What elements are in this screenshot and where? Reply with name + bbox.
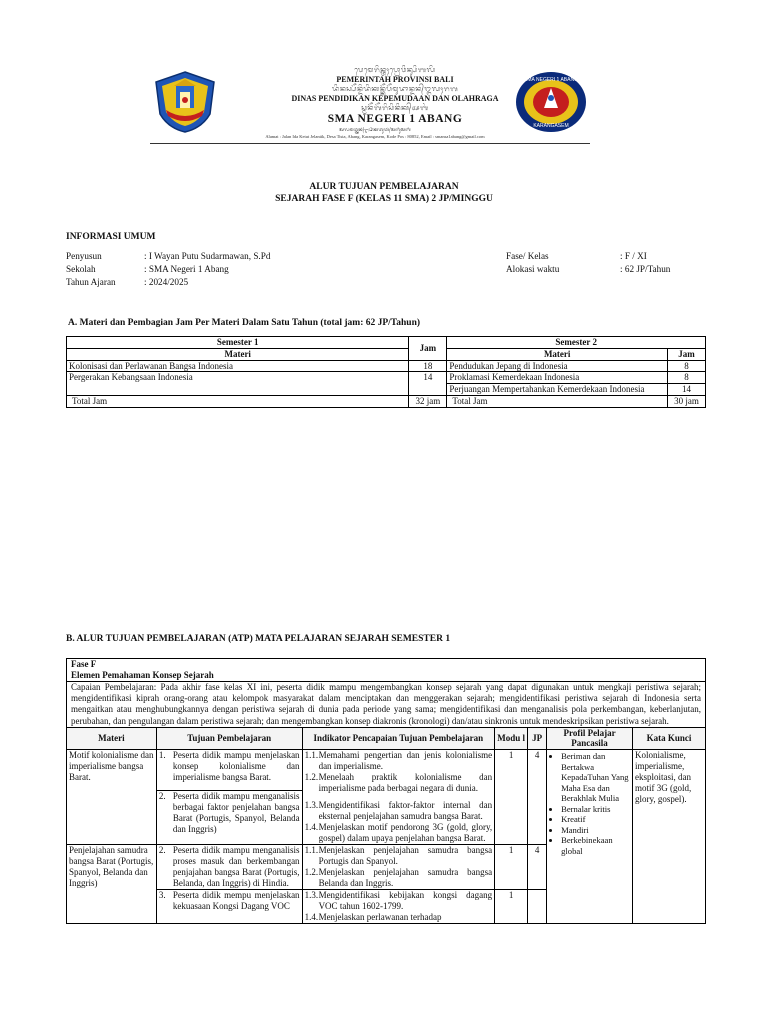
semester-2-header: Semester 2 <box>447 337 706 349</box>
indikator-text: Menjelaskan penjelajahan samudra bangsa Belanda dan Inggris. <box>318 867 493 888</box>
jam-cell <box>409 384 447 396</box>
materi-cell <box>67 384 409 396</box>
header-modul: Modu l <box>495 727 528 749</box>
bali-script-org: ᬤᬶᬦᬲ᭄ᬧᭂᬦ᭄ᬤᬶᬤᬶᬓᬦ᭄ᬓᭂᬧᭂᬫᬸᬤᬵᬦ᭄ᬤᬦ᭄ᬑᬮᬄᬭᬕ <box>331 85 459 93</box>
elemen-label: Elemen Pemahaman Konsep Sejarah <box>71 670 214 680</box>
tujuan-number: 1. <box>158 750 166 760</box>
materi-cell: Proklamasi Kemerdekaan Indonesia <box>447 372 668 384</box>
profil-item: • Berkebinekaan global <box>561 835 630 856</box>
info-label-alokasi: Alokasi waktu <box>506 264 560 274</box>
table-row-total <box>67 395 706 407</box>
total-value-1: 32 jam <box>409 395 447 407</box>
materi-cell: Pendudukan Jepang di Indonesia <box>447 360 668 372</box>
tujuan-number: 2. <box>158 845 166 855</box>
info-label-tahun: Tahun Ajaran <box>66 277 116 287</box>
indikator-number: 1.1. <box>304 750 319 760</box>
tujuan-text: Peserta didik mampu menganalisis proses masuk dan berkembangan penjajahan bangsa Barat (Portugis, Belanda, dan Inggris) di Hindia. <box>172 845 300 888</box>
info-value-penyusun: : I Wayan Putu Sudarmawan, S.Pd <box>144 251 271 261</box>
capaian-pembelajaran: Capaian Pembelajaran: Pada akhir fase kelas XI ini, peserta didik mampu mengembangkan konsep sejarah yang dapat digunakan untuk mengkaji peristiwa sejarah; mengidentifikasi kiprah orang-orang atau kelompok masyarakat dalam menciptakan dan menggerakan sejarah; mengidentifikasi peristiwa sejarah di Indonesia serta mengaitkan atau menghubungkannya dengan peristiwa sejarah di dunia pada periode yang sama; mengidentifikasi dan menganalisis pola perkembangan, keberlanjutan, perubahan, dan pengulangan dalam peristiwa sejarah; dan mengembangkan konsep diakronis (kronologi) dan/atau sinkronis untuk mendeskripsikan peristiwa sejarah. <box>67 682 706 728</box>
school-logo-icon <box>514 70 588 134</box>
bali-script-header: ᬧᬾᬫᬾᬭᬶᬦ᭄ᬢᬄᬧ᭄ᬭᭀᬯᬶᬦ᭄ᬲᬶᬩᬮᬶ <box>354 66 436 74</box>
jam-cell: 18 <box>409 360 447 372</box>
indikator-text: Menelaah praktik kolonialisme dan imperialisme pada berbagai negara di dunia. <box>318 772 493 793</box>
indikator-number: 1.1. <box>304 845 319 855</box>
info-value-alokasi: : 62 JP/Tahun <box>620 264 671 274</box>
header-jp: JP <box>528 727 547 749</box>
jp-cell: 4 <box>528 845 547 890</box>
atp-table <box>66 658 706 924</box>
header-profil: Profil Pelajar Pancasila <box>547 727 633 749</box>
letterhead-divider <box>150 143 590 144</box>
semester-allocation-table <box>66 336 706 408</box>
materi-cell: Penjelajahan samudra bangsa Barat (Portugis, Spanyol, Belanda dan Inggris) <box>67 845 157 924</box>
indikator-number: 1.4. <box>304 822 319 832</box>
table-row <box>67 750 706 791</box>
jam-cell: 14 <box>409 372 447 384</box>
info-value-sekolah: : SMA Negeri 1 Abang <box>144 264 229 274</box>
info-label-penyusun: Penyusun <box>66 251 102 261</box>
indikator-text: Mengidentifikasi kebijakan kongsi dagang VOC tahun 1602-1799. <box>318 890 493 911</box>
header-materi: Materi <box>67 727 157 749</box>
total-value-2: 30 jam <box>668 395 706 407</box>
materi-cell: Perjuangan Mempertahankan Kemerdekaan Indonesia <box>447 384 668 396</box>
indikator-number: 1.2. <box>304 772 319 782</box>
tujuan-text: Peserta didik mampu menjelaskan konsep kolonialisme dan imperialisme bangsa Barat. <box>172 750 300 782</box>
tujuan-cell <box>156 890 302 924</box>
tujuan-text: Peserta didik mempu menjelaskan kekuasaan Kongsi Dagang VOC <box>172 890 300 911</box>
indikator-text: Menjelaskan perlawanan terhadap <box>318 912 442 922</box>
indikator-text: Mengidentifikasi faktor-faktor internal dan eksternal penjelajahan samudra bangsa Barat. <box>318 800 493 821</box>
org-name-1: PEMERINTAH PROVINSI BALI <box>336 75 454 84</box>
tujuan-cell <box>156 750 302 791</box>
indikator-text: Memahami pengertian dan jenis kolonialisme dan imperialisme. <box>318 750 493 771</box>
materi-cell: Motif kolonialisme dan imperialisme bangsa Barat. <box>67 750 157 845</box>
info-label-sekolah: Sekolah <box>66 264 96 274</box>
address: Alamat : Jalan Ida Ketut Jelantik, Desa Tista, Abang, Karangasem, Kode Pos : 80852, Email : smansa1abang@gmail.com <box>265 134 485 139</box>
info-heading: INFORMASI UMUM <box>66 232 156 242</box>
tujuan-cell <box>156 790 302 844</box>
info-label-fase: Fase/ Kelas <box>506 251 549 261</box>
bali-province-emblem-icon <box>152 70 218 134</box>
address-script: ᬅᬮᬫᬢ᭄ᬚ᭄ᬮᬦ᭄ᬇᬤᬶᬓᬢᬸᬢ᭄ᬅᬕᬸᬂᬅᬩᬂ <box>339 127 411 132</box>
modul-cell: 1 <box>495 845 528 890</box>
fase-elemen-cell <box>67 659 706 682</box>
indikator-text: Menjelaskan motif pendorong 3G (gold, glory, gospel) dalam upaya penjelahan bangsa Barat. <box>318 822 493 843</box>
semester-1-header: Semester 1 <box>67 337 409 349</box>
indikator-cell <box>302 890 495 924</box>
jam-cell: 8 <box>668 360 706 372</box>
profil-item: • Bernalar kritis <box>561 804 630 815</box>
info-value-fase: : F / XI <box>620 251 647 261</box>
section-b-heading: B. ALUR TUJUAN PEMBELAJARAN (ATP) MATA PELAJARAN SEJARAH SEMESTER 1 <box>66 634 451 644</box>
total-label-2: Total Jam <box>447 395 668 407</box>
profil-item: • Beriman dan Bertakwa KepadaTuhan Yang Maha Esa dan Berakhlak Mulia <box>561 751 630 804</box>
header-kata-kunci: Kata Kunci <box>633 727 706 749</box>
table-row <box>67 384 706 396</box>
info-value-tahun: : 2024/2025 <box>144 277 189 287</box>
table-row <box>67 360 706 372</box>
indikator-number: 1.4. <box>304 912 319 922</box>
document-subtitle: SEJARAH FASE F (KELAS 11 SMA) 2 JP/MINGGU <box>275 194 493 204</box>
materi-header-2: Materi <box>447 348 668 360</box>
jam-header-2: Jam <box>668 348 706 360</box>
tujuan-text: Peserta didik mampu menganalisis berbagai faktor penjelahan bangsa Barat (Portugis, Spanyol, Belanda dan Inggris) <box>172 790 300 834</box>
indikator-cell <box>302 845 495 890</box>
materi-cell: Kolonisasi dan Perlawanan Bangsa Indonesia <box>67 360 409 372</box>
materi-cell: Pergerakan Kebangsaan Indonesia <box>67 372 409 384</box>
org-name-2: DINAS PENDIDIKAN KEPEMUDAAN DAN OLAHRAGA <box>291 94 499 103</box>
tujuan-number: 2. <box>158 790 166 801</box>
profil-cell <box>547 750 633 924</box>
fase-label: Fase F <box>71 659 97 669</box>
jam-cell: 8 <box>668 372 706 384</box>
tujuan-number: 3. <box>158 890 166 900</box>
section-a-heading: A. Materi dan Pembagian Jam Per Materi Dalam Satu Tahun (total jam: 62 JP/Tahun) <box>68 318 421 328</box>
modul-cell: 1 <box>495 890 528 924</box>
indikator-number: 1.3. <box>304 800 319 810</box>
indikator-text: Menjelaskan penjelajahan samudra bangsa Portugis dan Spanyol. <box>318 845 493 866</box>
jp-cell: 4 <box>528 750 547 845</box>
jam-cell: 14 <box>668 384 706 396</box>
indikator-cell <box>302 750 495 845</box>
school-logo-text: SMA NEGERI 1 ABANG <box>524 77 578 83</box>
indikator-number: 1.2. <box>304 867 319 877</box>
indikator-number: 1.3. <box>304 890 319 900</box>
total-label-1: Total Jam <box>67 395 409 407</box>
profil-item: • Kreatif <box>561 814 630 825</box>
document-title: ALUR TUJUAN PEMBELAJARAN <box>309 182 459 192</box>
letterhead <box>150 66 590 146</box>
tujuan-cell <box>156 845 302 890</box>
header-indikator: Indikator Pencapaian Tujuan Pembelajaran <box>302 727 495 749</box>
materi-header-1: Materi <box>67 348 409 360</box>
header-tujuan: Tujuan Pembelajaran <box>156 727 302 749</box>
profil-item: • Mandiri <box>561 825 630 836</box>
modul-cell: 1 <box>495 750 528 845</box>
kata-kunci-cell: Kolonialisme, imperialisme, eksploitasi, dan motif 3G (gold, glory, gospel). <box>633 750 706 924</box>
school-logo-subtext: KARANGASEM <box>533 123 569 129</box>
bali-script-school: ᬲ᭄ᬫᬦᭂᬕᭂᬭᬶᬲᬶᬦᬶᬓ᭄ᬅᬩᬂ <box>361 104 429 112</box>
jp-cell <box>528 890 547 924</box>
jam-header-1: Jam <box>409 337 447 361</box>
table-row <box>67 372 706 384</box>
school-name: SMA NEGERI 1 ABANG <box>327 113 463 125</box>
